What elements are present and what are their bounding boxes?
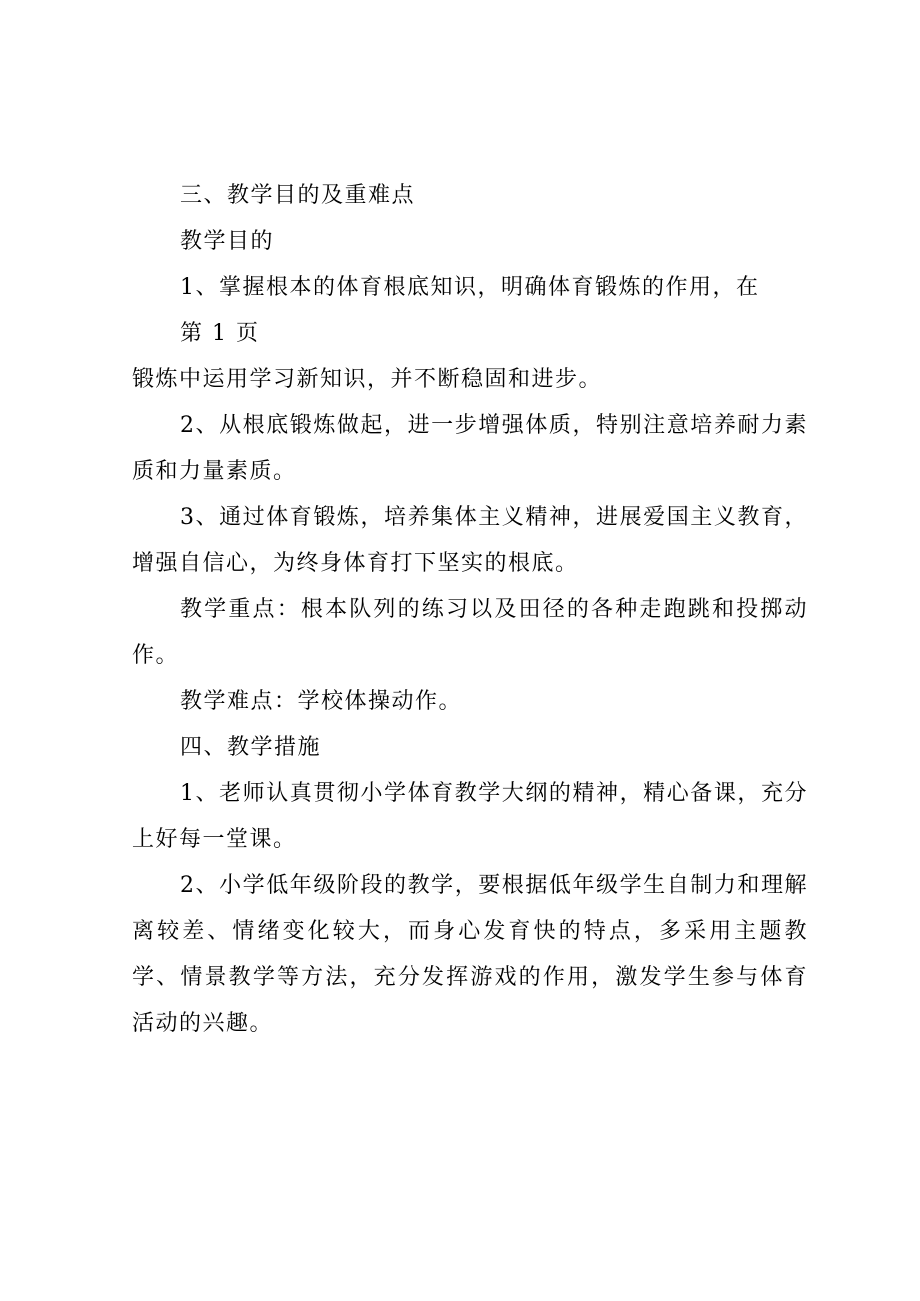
teaching-key-points: 教学重点：根本队列的练习以及田径的各种走跑跳和投掷动作。 (132, 597, 808, 668)
page-number-marker: 第 1 页 (180, 321, 260, 346)
objective-item-1-continued: 锻炼中运用学习新知识，并不断稳固和进步。 (132, 367, 603, 392)
measure-item-2: 2、小学低年级阶段的教学，要根据低年级学生自制力和理解离较差、情绪变化较大，而身心发育快的特点，多采用主题教学、情景教学等方法，充分发挥游戏的作用，激发学生参与体育活动的兴趣。 (132, 873, 808, 1036)
section-heading-objectives: 三、教学目的及重难点 (180, 183, 416, 208)
teaching-difficulties: 教学难点：学校体操动作。 (180, 689, 463, 714)
objective-item-1: 1、掌握根本的体育根底知识，明确体育锻炼的作用，在 (180, 275, 760, 300)
document-body (132, 173, 808, 1047)
measure-item-1: 1、老师认真贯彻小学体育教学大纲的精神，精心备课，充分上好每一堂课。 (132, 781, 808, 852)
objective-item-3: 3、通过体育锻炼，培养集体主义精神，进展爱国主义教育，增强自信心，为终身体育打下坚实的根底。 (132, 505, 808, 576)
section-heading-measures: 四、教学措施 (180, 735, 322, 760)
subheading-teaching-objectives: 教学目的 (180, 229, 275, 254)
objective-item-2: 2、从根底锻炼做起，进一步增强体质，特别注意培养耐力素质和力量素质。 (132, 413, 808, 484)
